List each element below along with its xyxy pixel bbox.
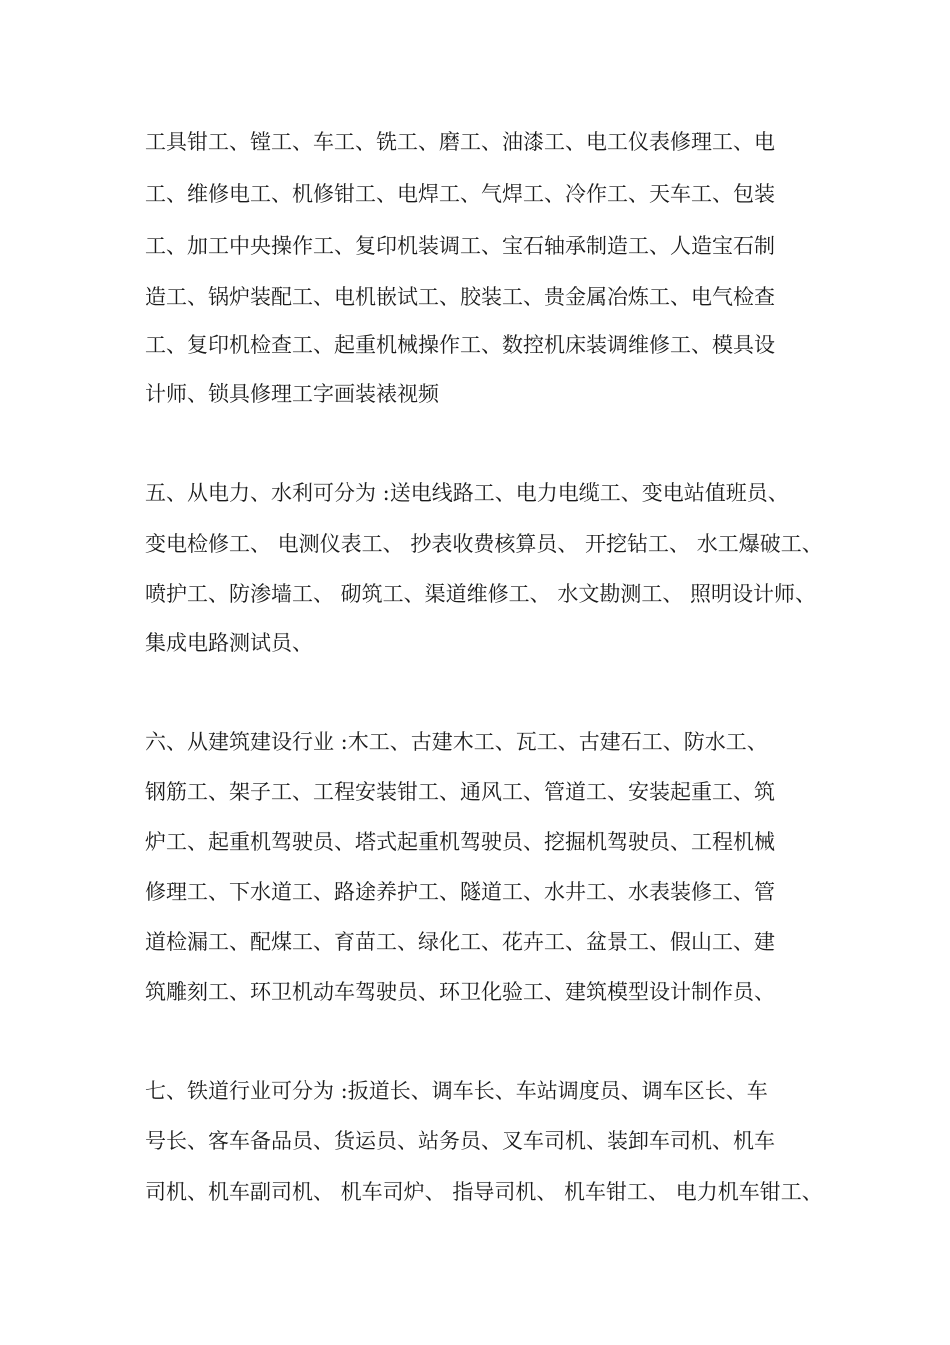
paragraph-line: 修理工、下水道工、路途养护工、隧道工、水井工、水表装修工、管 xyxy=(145,880,775,904)
paragraph-line: 变电检修工、 电测仪表工、 抄表收费核算员、 开挖钻工、 水工爆破工、 xyxy=(145,532,823,556)
paragraph-line: 七、铁道行业可分为 :扳道长、调车长、车站调度员、调车区长、车 xyxy=(145,1079,768,1103)
paragraph-line: 司机、机车副司机、 机车司炉、 指导司机、 机车钳工、 电力机车钳工、 xyxy=(145,1180,823,1204)
paragraph-line: 工、加工中央操作工、复印机装调工、宝石轴承制造工、人造宝石制 xyxy=(145,234,775,258)
paragraph-line: 计师、锁具修理工字画装裱视频 xyxy=(145,382,439,406)
paragraph-line: 集成电路测试员、 xyxy=(145,631,313,655)
paragraph-line: 工、维修电工、机修钳工、电焊工、气焊工、冷作工、天车工、包装 xyxy=(145,182,775,206)
paragraph-line: 六、从建筑建设行业 :木工、古建木工、瓦工、古建石工、防水工、 xyxy=(145,730,768,754)
paragraph-line: 造工、锅炉装配工、电机嵌试工、胶装工、贵金属冶炼工、电气检查 xyxy=(145,285,775,309)
paragraph-line: 道检漏工、配煤工、育苗工、绿化工、花卉工、盆景工、假山工、建 xyxy=(145,930,775,954)
paragraph-line: 号长、客车备品员、货运员、站务员、叉车司机、装卸车司机、机车 xyxy=(145,1129,775,1153)
paragraph-line: 五、从电力、水利可分为 :送电线路工、电力电缆工、变电站值班员、 xyxy=(145,481,789,505)
paragraph-line: 炉工、起重机驾驶员、塔式起重机驾驶员、挖掘机驾驶员、工程机械 xyxy=(145,830,775,854)
paragraph-line: 工、复印机检查工、起重机械操作工、数控机床装调维修工、模具设 xyxy=(145,333,775,357)
paragraph-line: 钢筋工、架子工、工程安装钳工、通风工、管道工、安装起重工、筑 xyxy=(145,780,775,804)
paragraph-line: 筑雕刻工、环卫机动车驾驶员、环卫化验工、建筑模型设计制作员、 xyxy=(145,980,775,1004)
paragraph-line: 喷护工、防渗墙工、 砌筑工、渠道维修工、 水文勘测工、 照明设计师、 xyxy=(145,582,817,606)
paragraph-line: 工具钳工、镗工、车工、铣工、磨工、油漆工、电工仪表修理工、电 xyxy=(145,130,775,154)
